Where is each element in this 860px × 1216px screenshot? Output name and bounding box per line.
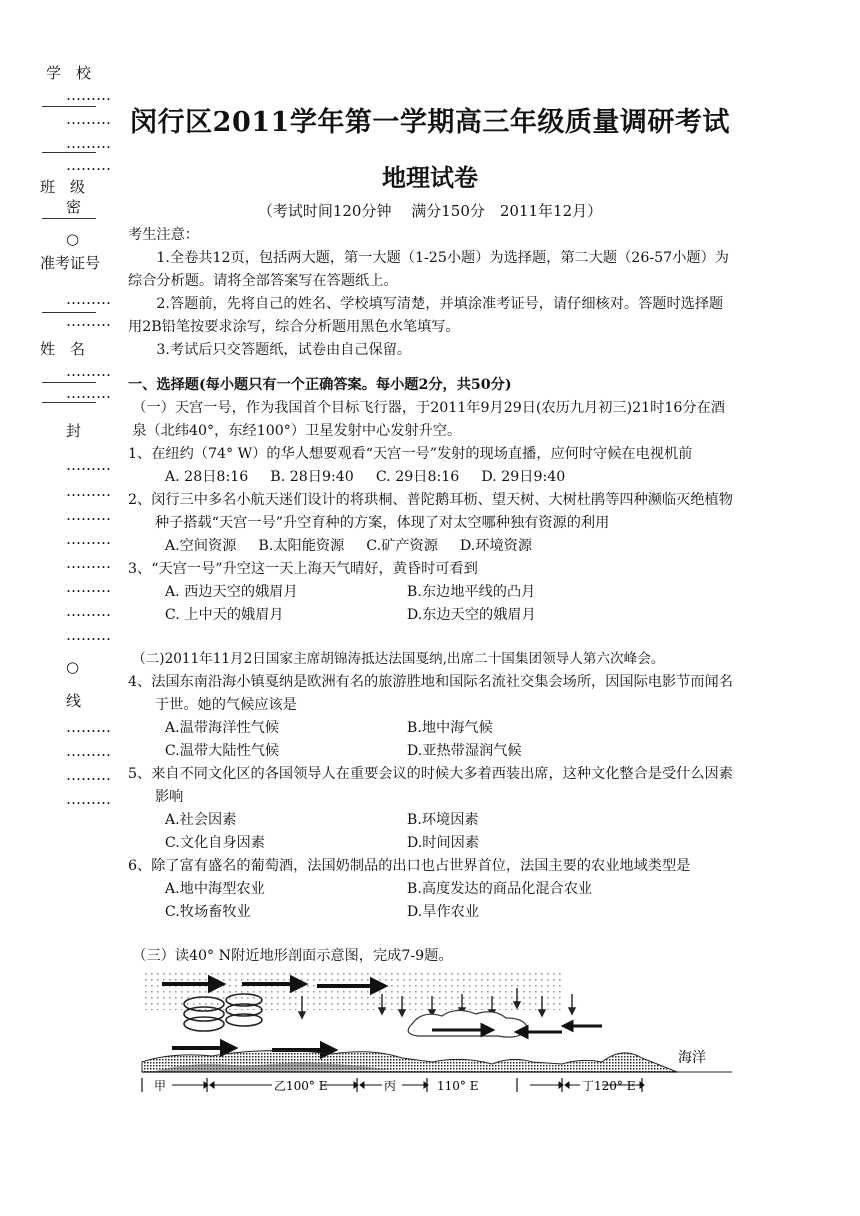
notice-block — [128, 224, 734, 362]
option: A.地中海型农业 — [164, 881, 265, 897]
dotted-air-band — [142, 970, 562, 1010]
section-1 — [128, 374, 734, 968]
group-intro: （一）天宫一号，作为我国首个目标飞行器，于2011年9月29日(农历九月初三)21时16分在酒泉（北纬40°，东经100°）卫星发射中心发射升空。 — [132, 400, 725, 439]
dotted-line: ……… — [66, 554, 111, 572]
notice-item: 1.全卷共12页，包括两大题，第一大题（1-25小题）为选择题，第二大题（26-57小题）为综合分析题。请将全部答案写在答题纸上。 — [128, 250, 729, 289]
option: B.地中海气候 — [406, 720, 493, 736]
label-bing: 丙 — [384, 1079, 397, 1093]
dotted-line: ……… — [66, 86, 111, 104]
option: D.环境资源 — [459, 538, 533, 554]
option: D.东边天空的娥眉月 — [406, 607, 536, 623]
seal-mi: 密 — [66, 198, 82, 216]
option: D.亚热带湿润气候 — [406, 743, 522, 759]
dotted-line: ……… — [66, 110, 111, 128]
option: A. 28日8:16 — [164, 469, 249, 485]
option: C. 29日8:16 — [375, 469, 460, 485]
question-options — [128, 535, 734, 558]
option: B.太阳能资源 — [258, 538, 345, 554]
dotted-line: ……… — [66, 312, 111, 330]
option: C.牧场畜牧业 — [164, 904, 251, 920]
dotted-line: ……… — [66, 134, 111, 152]
class-label: 班 级 — [40, 178, 86, 196]
option: C.文化自身因素 — [164, 835, 265, 851]
question-options — [128, 878, 734, 924]
dotted-line: ……… — [66, 718, 111, 736]
label-110e: 110° E — [437, 1079, 479, 1093]
section-heading: 一、选择题(每小题只有一个正确答案。每小题2分，共50分) — [128, 377, 512, 393]
label-jia: 甲 — [154, 1079, 167, 1093]
option: C. 上中天的娥眉月 — [164, 607, 284, 623]
question-stem: 3、“天宫一号”升空这一天上海天气晴好，黄昏时可看到 — [128, 561, 478, 577]
question-stem: 2、闵行三中多名小航天迷们设计的将珙桐、普陀鹅耳枥、望天树、大树杜鹃等四种濒临灭绝植物种子搭载“天宫一号”升空育种的方案，体现了对太空哪种独有资源的利用 — [128, 492, 733, 531]
exam-number-label: 准考证号 — [40, 254, 101, 272]
option: B. 28日9:40 — [270, 469, 354, 485]
terrain-profile-figure — [132, 966, 732, 1096]
dotted-line: ……… — [66, 530, 111, 548]
dotted-line: ……… — [66, 362, 111, 380]
group-intro: （三）读40° N附近地形剖面示意图，完成7-9题。 — [132, 948, 453, 964]
option: A. 西边天空的娥眉月 — [164, 584, 298, 600]
school-label: 学 校 — [46, 64, 92, 82]
question-options — [128, 581, 734, 627]
exam-title: 闵行区2011学年第一学期高三年级质量调研考试 — [130, 107, 730, 138]
fill-line — [42, 382, 96, 383]
dotted-line: ……… — [66, 506, 111, 524]
label-ding: 丁120° E — [582, 1079, 636, 1093]
dotted-line: ……… — [66, 578, 111, 596]
label-yi: 乙100° E — [274, 1079, 328, 1093]
dotted-line: ……… — [66, 602, 111, 620]
option: A.温带海洋性气候 — [164, 720, 279, 736]
ocean-label: 海洋 — [678, 1050, 706, 1066]
dotted-line: ……… — [66, 156, 111, 174]
question-options — [128, 466, 734, 489]
notice-item: 3.考试后只交答题纸，试卷由自己保留。 — [156, 342, 412, 358]
question-stem: 1、在纽约（74° W）的华人想要观看“天宫一号”发射的现场直播，应何时守候在电视机前 — [128, 446, 693, 462]
option: D. 29日9:40 — [481, 469, 566, 485]
option: A.空间资源 — [164, 538, 237, 554]
range-arrows — [172, 1082, 644, 1088]
dotted-line: ……… — [66, 766, 111, 784]
option: B.高度发达的商品化混合农业 — [406, 881, 593, 897]
question-stem: 6、除了富有盛名的葡萄酒，法国奶制品的出口也占世界首位，法国主要的农业地域类型是 — [128, 858, 691, 874]
dotted-line: ……… — [66, 482, 111, 500]
notice-item: 2.答题前，先将自己的姓名、学校填写清楚，并填涂准考证号，请仔细核对。答题时选择题用2B铅笔按要求涂写，综合分析题用黑色水笔填写。 — [128, 296, 724, 335]
question-options — [128, 809, 734, 855]
notice-heading: 考生注意： — [128, 227, 199, 243]
option: C.矿产资源 — [366, 538, 438, 554]
dotted-line: ……… — [66, 742, 111, 760]
fill-line — [42, 402, 96, 403]
option: C.温带大陆性气候 — [164, 743, 280, 759]
fill-line — [42, 312, 96, 313]
exam-subtitle: 地理试卷 — [382, 163, 478, 192]
dotted-line: ……… — [66, 790, 111, 808]
seal-feng: 封 — [66, 422, 82, 440]
question-stem: 4、法国东南沿海小镇戛纳是欧洲有名的旅游胜地和国际名流社交集会场所，因国际电影节而闻名于世。她的气候应该是 — [128, 674, 733, 713]
question-options — [128, 717, 734, 763]
fill-line — [42, 152, 96, 153]
option: D.旱作农业 — [406, 904, 480, 920]
dotted-line: ……… — [66, 626, 111, 644]
dotted-line: ……… — [66, 456, 111, 474]
dotted-line: ……… — [66, 384, 111, 402]
name-label: 姓 名 — [40, 340, 86, 358]
exam-meta: （考试时间120分钟 满分150分 2011年12月） — [257, 202, 603, 220]
dotted-line: ……… — [66, 290, 111, 308]
group-intro: （二)2011年11月2日国家主席胡锦涛抵达法国戛纳,出席二十国集团领导人第六次峰会。 — [132, 651, 665, 667]
option: D.时间因素 — [406, 835, 480, 851]
seal-xian: 线 — [66, 692, 82, 710]
question-stem: 5、来自不同文化区的各国领导人在重要会议的时候大多着西装出席，这种文化整合是受什么因素影响 — [128, 766, 733, 805]
seal-circle: ○ — [66, 658, 80, 676]
option: A.社会因素 — [164, 812, 237, 828]
cloud-shape — [408, 1010, 528, 1037]
option: B.环境因素 — [406, 812, 479, 828]
option: B.东边地平线的凸月 — [406, 584, 536, 600]
seal-circle: ○ — [66, 230, 80, 248]
